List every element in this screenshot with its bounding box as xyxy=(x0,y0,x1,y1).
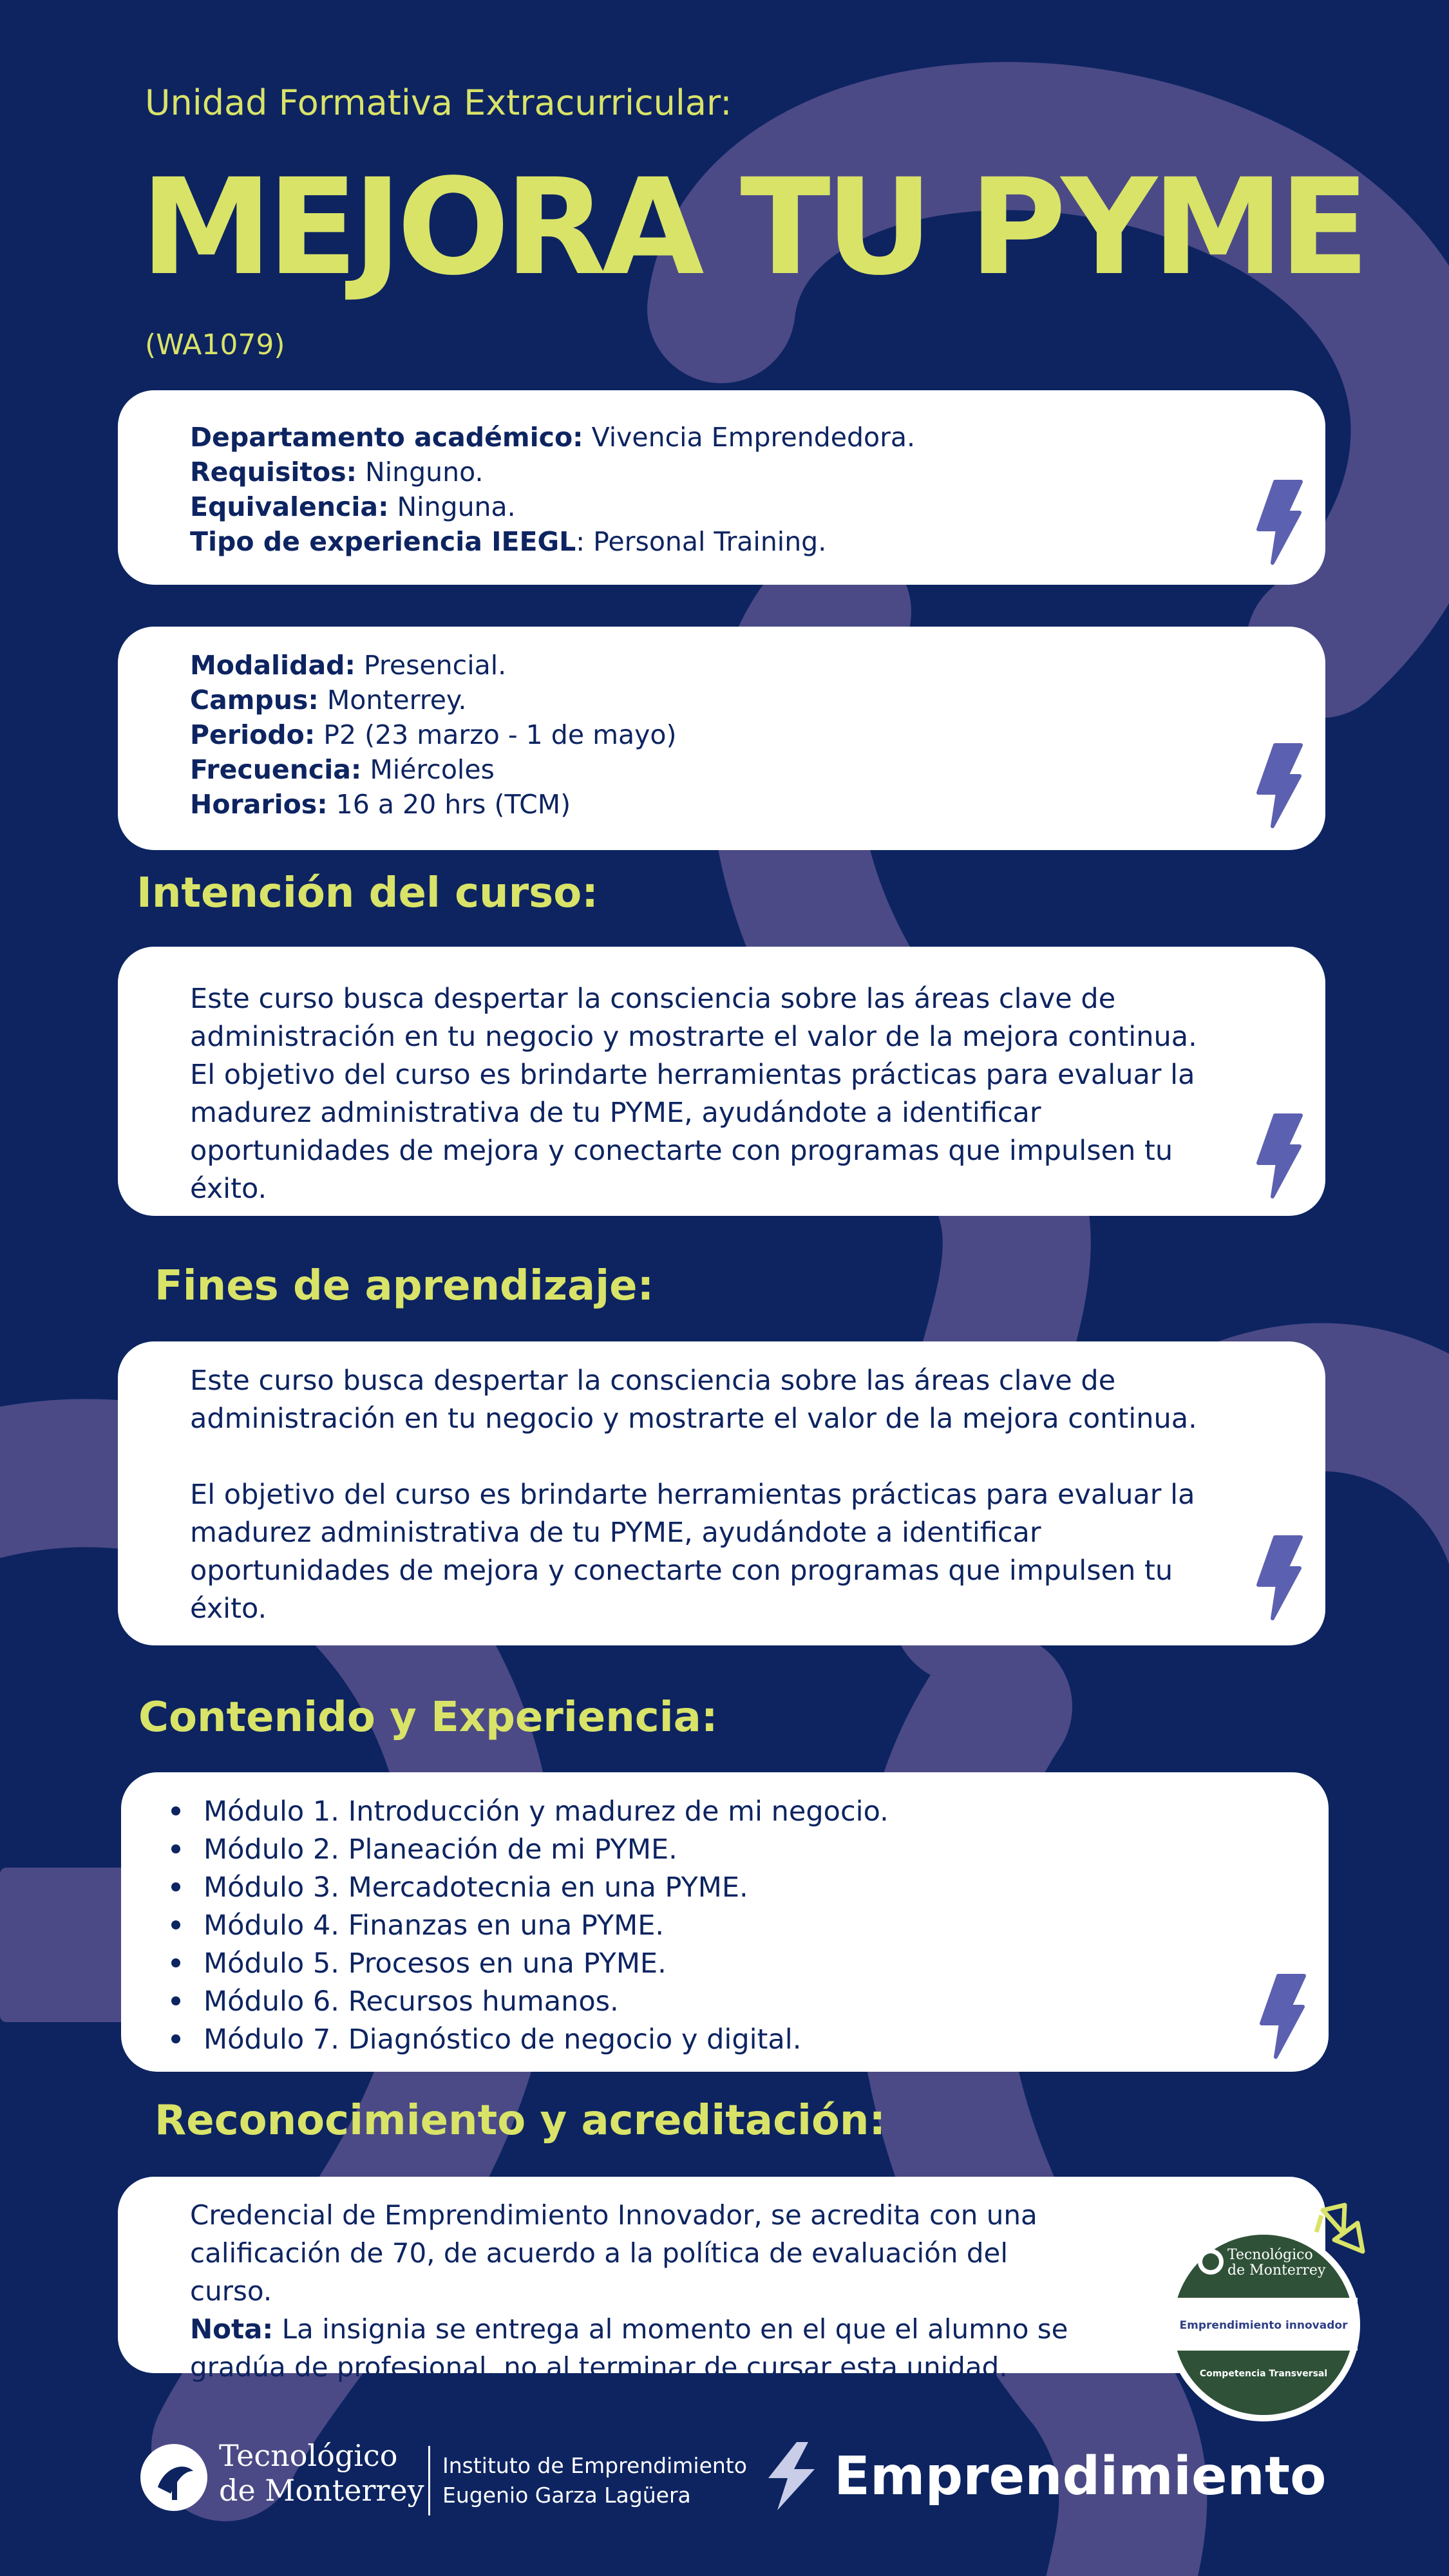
lightning-bolt-icon xyxy=(1253,743,1303,829)
intencion-text: Este curso busca despertar la consciencia sobre las áreas clave de administración en tu negocio y mostrarte el valor de la mejora continua. El objetivo del curso es brindarte herramientas prácticas para evaluar la madurez administrativa de tu PYME, ayudándote a identificar oportunidades de mejora y conectarte con programas que impulsen tu éxito. xyxy=(190,983,1197,1205)
reconocimiento-heading: Reconocimiento y acreditación: xyxy=(155,2097,886,2145)
course-type-label: Unidad Formativa Extracurricular: xyxy=(145,82,732,123)
credential-badge xyxy=(1153,2202,1375,2425)
tipo-experiencia-label: Tipo de experiencia IEEGL xyxy=(190,526,576,557)
tec-logo xyxy=(138,2428,782,2518)
periodo-label: Periodo: xyxy=(190,719,316,750)
contenido-card xyxy=(121,1772,1329,2072)
list-item: Módulo 4. Finanzas en una PYME. xyxy=(171,1907,1206,1945)
sparkle-icon xyxy=(1316,2205,1363,2251)
institute-name xyxy=(442,2451,747,2510)
list-item: Módulo 2. Planeación de mi PYME. xyxy=(171,1831,1206,1869)
lightning-bolt-icon xyxy=(1253,1535,1303,1621)
horarios-label: Horarios: xyxy=(190,789,328,820)
tec-name xyxy=(219,2438,424,2508)
equivalencia-value: Ninguna. xyxy=(388,491,516,522)
tec-seal-icon xyxy=(138,2442,209,2513)
badge-middle: Emprendimiento innovador xyxy=(1179,2319,1348,2332)
periodo-row xyxy=(190,717,1203,752)
modalidad-value: Presencial. xyxy=(355,650,507,681)
course-code: (WA1079) xyxy=(145,328,285,361)
logo-divider xyxy=(428,2446,430,2515)
lightning-bolt-icon xyxy=(1256,1973,1307,2060)
brand-lightning-icon xyxy=(763,2441,819,2512)
fines-text-1: Este curso busca despertar la consciencia sobre las áreas clave de administración en tu negocio y mostrarte el valor de la mejora continua. xyxy=(190,1365,1197,1435)
frecuencia-row xyxy=(190,752,1203,787)
requisitos-value: Ninguno. xyxy=(357,457,484,488)
general-info-card xyxy=(118,390,1325,585)
badge-line2: de Monterrey xyxy=(1227,2262,1326,2278)
list-item: Módulo 7. Diagnóstico de negocio y digital. xyxy=(171,2021,1206,2059)
intencion-card xyxy=(118,947,1325,1216)
intencion-heading: Intención del curso: xyxy=(137,869,598,917)
periodo-value: P2 (23 marzo - 1 de mayo) xyxy=(315,719,677,750)
list-item: Módulo 1. Introducción y madurez de mi negocio. xyxy=(171,1793,1206,1831)
campus-label: Campus: xyxy=(190,685,319,715)
departamento-row xyxy=(190,420,1203,455)
modalidad-row xyxy=(190,648,1203,683)
list-item: Módulo 6. Recursos humanos. xyxy=(171,1983,1206,2021)
institute-line2: Eugenio Garza Lagüera xyxy=(442,2483,691,2508)
requisitos-row xyxy=(190,455,1203,489)
tec-name-line2: de Monterrey xyxy=(219,2473,424,2508)
nota-paragraph xyxy=(190,2310,1081,2386)
schedule-info-card xyxy=(118,627,1325,850)
module-list xyxy=(171,1793,1206,2059)
lightning-bolt-icon xyxy=(1253,1113,1303,1199)
tipo-experiencia-value: : Personal Training. xyxy=(576,526,827,557)
modalidad-label: Modalidad: xyxy=(190,650,355,681)
nota-text: La insignia se entrega al momento en el que el alumno se gradúa de profesional, no al terminar de cursar esta unidad. xyxy=(190,2313,1068,2383)
reconocimiento-text: Credencial de Emprendimiento Innovador, se acredita con una calificación de 70, de acuerdo a la política de evaluación del curso. xyxy=(190,2199,1037,2307)
frecuencia-value: Miércoles xyxy=(361,754,495,785)
list-item: Módulo 5. Procesos en una PYME. xyxy=(171,1945,1206,1983)
fines-card xyxy=(118,1341,1325,1645)
equivalencia-label: Equivalencia: xyxy=(190,491,389,522)
horarios-row xyxy=(190,787,1203,822)
campus-row xyxy=(190,683,1203,717)
departamento-label: Departamento académico: xyxy=(190,422,583,453)
emprendimiento-brand xyxy=(763,2434,1327,2518)
tipo-experiencia-row xyxy=(190,524,1203,559)
equivalencia-row xyxy=(190,489,1203,524)
institute-line1: Instituto de Emprendimiento xyxy=(442,2453,747,2478)
list-item: Módulo 3. Mercadotecnia en una PYME. xyxy=(171,1869,1206,1907)
page-title: MEJORA TU PYME xyxy=(140,150,1365,305)
brand-text: Emprendimiento xyxy=(834,2446,1327,2507)
contenido-heading: Contenido y Experiencia: xyxy=(138,1694,718,1741)
requisitos-label: Requisitos: xyxy=(190,457,357,488)
departamento-value: Vivencia Emprendedora. xyxy=(583,422,916,453)
fines-heading: Fines de aprendizaje: xyxy=(155,1262,654,1310)
tec-name-line1: Tecnológico xyxy=(219,2438,398,2473)
lightning-bolt-icon xyxy=(1253,479,1303,565)
horarios-value: 16 a 20 hrs (TCM) xyxy=(327,789,571,820)
nota-label: Nota: xyxy=(190,2313,274,2345)
fines-text-2: El objetivo del curso es brindarte herramientas prácticas para evaluar la madurez administrativa de tu PYME, ayudándote a identificar oportunidades de mejora y conectarte con programas que impulsen tu éxito. xyxy=(190,1479,1195,1625)
frecuencia-label: Frecuencia: xyxy=(190,754,362,785)
campus-value: Monterrey. xyxy=(318,685,467,715)
badge-line1: Tecnológico xyxy=(1227,2247,1313,2263)
badge-bottom: Competencia Transversal xyxy=(1199,2369,1328,2379)
